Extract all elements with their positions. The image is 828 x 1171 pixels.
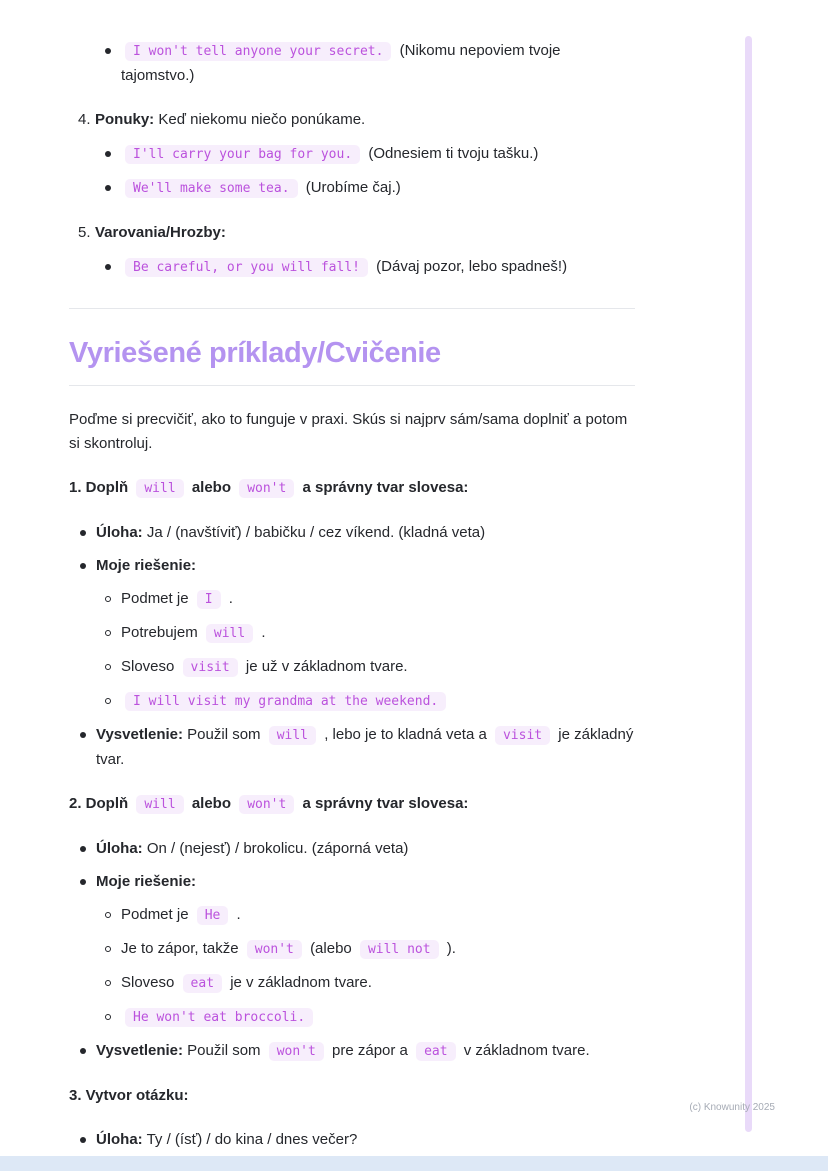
disc-bullet-icon xyxy=(105,151,111,157)
circle-bullet-icon xyxy=(105,630,111,636)
paragraph xyxy=(69,476,635,501)
text-segment: ). xyxy=(446,940,456,957)
bullet-list-item xyxy=(69,655,635,680)
text-segment: v základnom tvare. xyxy=(463,1042,590,1059)
bullet-list-item xyxy=(69,621,635,646)
text-segment: Použil som xyxy=(187,726,261,743)
paragraph xyxy=(69,792,635,817)
inline-code: He xyxy=(197,906,229,925)
disc-bullet-icon xyxy=(80,1137,86,1143)
disc-bullet-icon xyxy=(80,1048,86,1054)
bullet-list-item xyxy=(69,723,635,772)
bold-text-segment: Moje riešenie: xyxy=(96,557,197,574)
text-segment: (Dávaj pozor, lebo spadneš!) xyxy=(376,258,568,275)
circle-bullet-icon xyxy=(105,664,111,670)
inline-code: He won't eat broccoli. xyxy=(125,1008,313,1027)
inline-code: Be careful, or you will fall! xyxy=(125,258,368,277)
text-segment: Použil som xyxy=(187,1042,261,1059)
disc-bullet-icon xyxy=(80,530,86,536)
text-segment: . xyxy=(261,624,266,641)
circle-bullet-icon xyxy=(105,698,111,704)
text-segment: Je to zápor, takže xyxy=(121,940,239,957)
inline-code: will xyxy=(136,795,183,814)
bold-text-segment: 3. Vytvor otázku: xyxy=(69,1087,189,1104)
scrollbar-thumb[interactable] xyxy=(745,36,752,1132)
inline-code: will xyxy=(136,479,183,498)
inline-code: eat xyxy=(416,1042,455,1061)
list-item-content xyxy=(95,108,635,132)
text-segment: Ty / (ísť) / do kina / dnes večer? xyxy=(146,1131,358,1148)
list-item-content xyxy=(121,255,635,280)
bullet-list-item xyxy=(69,903,635,928)
text-segment: Sloveso xyxy=(121,974,175,991)
bullet-list-item xyxy=(69,176,635,201)
list-item-content xyxy=(96,870,635,894)
list-item-content xyxy=(121,655,635,680)
disc-bullet-icon xyxy=(80,879,86,885)
text-segment: Podmet je xyxy=(121,590,189,607)
section-heading: Vyriešené príklady/Cvičenie xyxy=(69,337,441,369)
bold-text-segment: Varovania/Hrozby: xyxy=(95,224,226,241)
list-number: 5. xyxy=(78,224,91,241)
bold-text-segment: Vysvetlenie: xyxy=(96,726,183,743)
inline-code: I xyxy=(197,590,221,609)
disc-bullet-icon xyxy=(80,732,86,738)
paragraph xyxy=(69,1084,635,1108)
text-segment: je základný tvar. xyxy=(96,726,634,768)
bullet-list-item xyxy=(69,587,635,612)
inline-code: will not xyxy=(360,940,439,959)
inline-code: I will visit my grandma at the weekend. xyxy=(125,692,446,711)
circle-bullet-icon xyxy=(105,596,111,602)
text-segment: je už v základnom tvare. xyxy=(245,658,408,675)
text-segment: Poďme si precvičiť, ako to funguje v praxi. Skús si najprv sám/sama doplniť a potom si skontroluj. xyxy=(69,411,628,452)
bullet-list-item xyxy=(69,142,635,167)
bullet-list-item xyxy=(69,689,635,714)
bullet-list-item xyxy=(69,937,635,962)
inline-code: will xyxy=(269,726,316,745)
bullet-list-item xyxy=(69,554,635,578)
inline-code: I won't tell anyone your secret. xyxy=(125,42,391,61)
paragraph xyxy=(69,408,635,456)
list-item-content xyxy=(96,723,635,772)
bold-text-segment: 1. Doplň xyxy=(69,479,129,496)
bullet-list-item xyxy=(69,1005,635,1030)
list-item-content xyxy=(96,554,635,578)
inline-code: won't xyxy=(239,795,294,814)
list-item-content xyxy=(121,689,635,714)
text-segment: (Urobíme čaj.) xyxy=(305,179,401,196)
text-segment: Keď niekomu niečo ponúkame. xyxy=(158,111,366,128)
list-item-content xyxy=(96,1128,635,1152)
disc-bullet-icon xyxy=(105,264,111,270)
text-segment: pre zápor a xyxy=(332,1042,408,1059)
disc-bullet-icon xyxy=(80,846,86,852)
inline-code: eat xyxy=(183,974,222,993)
inline-code: won't xyxy=(247,940,302,959)
circle-bullet-icon xyxy=(105,912,111,918)
bold-text-segment: 2. Doplň xyxy=(69,795,129,812)
list-item-content xyxy=(121,587,635,612)
inline-code: will xyxy=(206,624,253,643)
list-item-content xyxy=(96,521,635,545)
bullet-list-item xyxy=(69,837,635,861)
text-segment: . xyxy=(236,906,241,923)
text-segment: (alebo xyxy=(310,940,352,957)
list-item-content xyxy=(121,903,635,928)
bold-text-segment: a správny tvar slovesa: xyxy=(302,795,469,812)
bold-text-segment: a správny tvar slovesa: xyxy=(302,479,469,496)
bold-text-segment: Moje riešenie: xyxy=(96,873,197,890)
text-segment: je v základnom tvare. xyxy=(230,974,372,991)
inline-code: won't xyxy=(239,479,294,498)
text-segment: Sloveso xyxy=(121,658,175,675)
bullet-list-item xyxy=(69,39,635,88)
bottom-bar xyxy=(0,1156,828,1171)
bullet-list-item xyxy=(69,1128,635,1152)
inline-code: visit xyxy=(495,726,550,745)
bold-text-segment: Vysvetlenie: xyxy=(96,1042,183,1059)
circle-bullet-icon xyxy=(105,980,111,986)
circle-bullet-icon xyxy=(105,946,111,952)
bold-text-segment: alebo xyxy=(191,479,232,496)
text-segment: , lebo je to kladná veta a xyxy=(324,726,487,743)
list-item-content xyxy=(121,937,635,962)
disc-bullet-icon xyxy=(105,48,111,54)
divider xyxy=(69,385,635,386)
bold-text-segment: Úloha: xyxy=(96,524,143,541)
text-segment: Potrebujem xyxy=(121,624,198,641)
list-item-content xyxy=(96,1039,635,1064)
list-item-content xyxy=(121,39,635,88)
bullet-list-item xyxy=(69,870,635,894)
divider xyxy=(69,308,635,309)
list-item-content xyxy=(121,971,635,996)
list-item-content xyxy=(121,142,635,167)
numbered-list-item xyxy=(69,108,635,132)
document-content xyxy=(69,30,635,1161)
disc-bullet-icon xyxy=(80,563,86,569)
bullet-list-item xyxy=(69,971,635,996)
bold-text-segment: Ponuky: xyxy=(95,111,155,128)
inline-code: won't xyxy=(269,1042,324,1061)
bold-text-segment: alebo xyxy=(191,795,232,812)
text-segment: . xyxy=(228,590,233,607)
bullet-list-item xyxy=(69,521,635,545)
list-item-content xyxy=(121,176,635,201)
text-segment: Ja / (navštíviť) / babičku / cez víkend. (kladná veta) xyxy=(146,524,486,541)
text-segment: On / (nejesť) / brokolicu. (záporná veta) xyxy=(146,840,409,857)
inline-code: We'll make some tea. xyxy=(125,179,298,198)
list-item-content xyxy=(121,1005,635,1030)
disc-bullet-icon xyxy=(105,185,111,191)
list-item-content xyxy=(121,621,635,646)
list-item-content xyxy=(96,837,635,861)
inline-code: I'll carry your bag for you. xyxy=(125,145,360,164)
numbered-list-item xyxy=(69,221,635,245)
list-item-content xyxy=(95,221,635,245)
bullet-list-item xyxy=(69,255,635,280)
text-segment: (Odnesiem ti tvoju tašku.) xyxy=(368,145,539,162)
bold-text-segment: Úloha: xyxy=(96,1131,143,1148)
footer-credit: (c) Knowunity 2025 xyxy=(689,1102,775,1113)
bullet-list-item xyxy=(69,1039,635,1064)
text-segment: (Nikomu nepoviem tvoje tajomstvo.) xyxy=(121,42,561,84)
list-number: 4. xyxy=(78,111,91,128)
circle-bullet-icon xyxy=(105,1014,111,1020)
text-segment: Podmet je xyxy=(121,906,189,923)
inline-code: visit xyxy=(183,658,238,677)
bold-text-segment: Úloha: xyxy=(96,840,143,857)
